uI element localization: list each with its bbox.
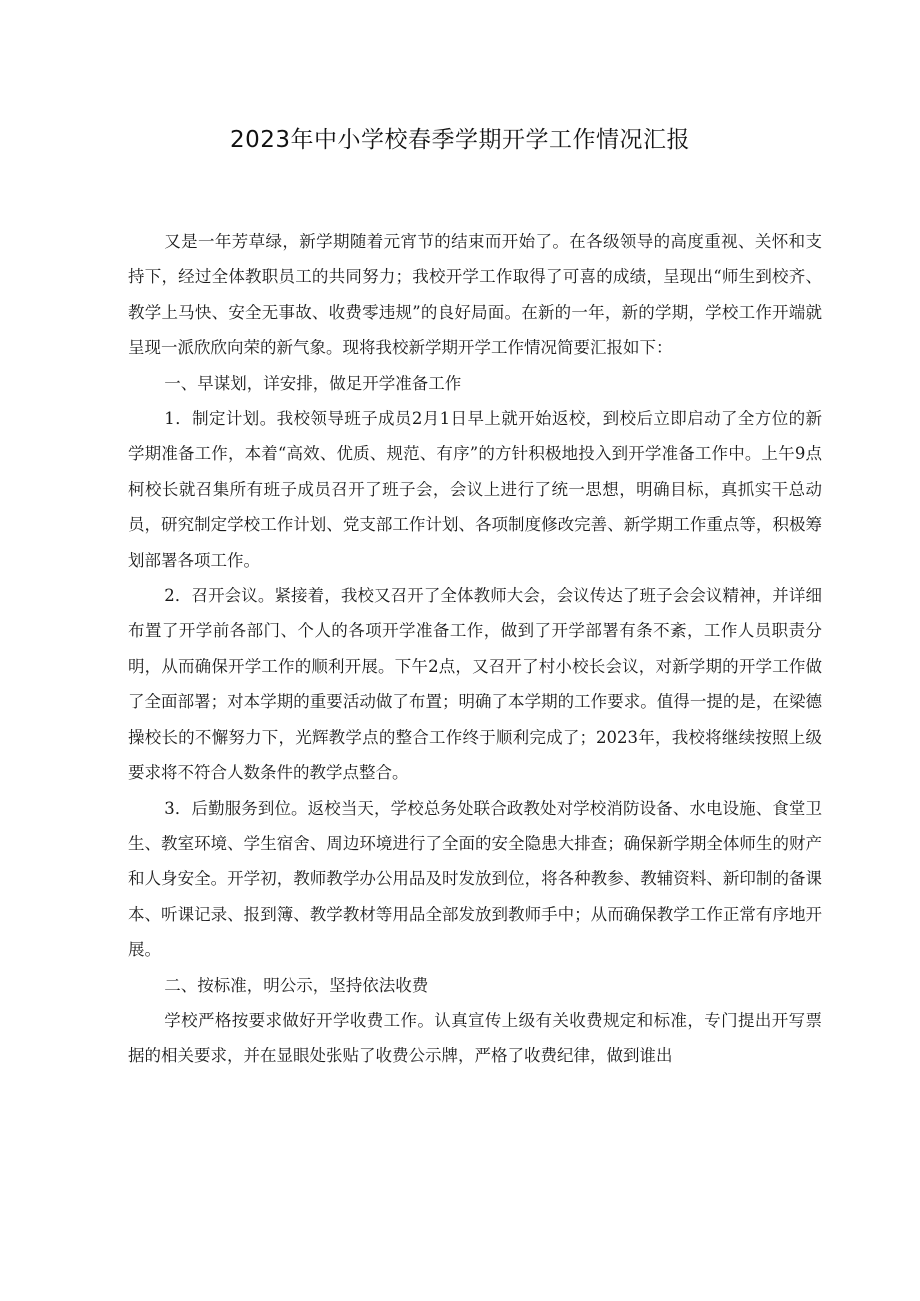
fee-paragraph: 学校严格按要求做好开学收费工作。认真宣传上级有关收费规定和标准，专门提出开写票据的相关要求，并在显眼处张贴了收费公示牌，严格了收费纪律，做到谁出 — [128, 1010, 822, 1066]
item-paragraph-2: 2．召开会议。紧接着，我校又召开了全体教师大会，会议传达了班子会会议精神，并详细布置了开学前各部门、个人的各项开学准备工作，做到了开学部署有条不紊，工作人员职责分明，从而确保开学工作的顺利开展。下午2点，又召开了村小校长会议，对新学期的开学工作做了全面部署；对本学期的重要活动做了布置；明确了本学期的工作要求。值得一提的是，在梁德操校长的不懈努力下，光辉教学点的整合工作终于顺利完成了；2023年，我校将继续按照上级要求将不符合人数条件的教学点整合。 — [128, 586, 822, 783]
item-paragraph-3: 3．后勤服务到位。返校当天，学校总务处联合政教处对学校消防设备、水电设施、食堂卫生、教室环境、学生宿舍、周边环境进行了全面的安全隐患大排查；确保新学期全体师生的财产和人身安全。开学初，教师教学办公用品及时发放到位，将各种教参、教辅资料、新印制的备课本、听课记录、报到簿、教学教材等用品全部发放到教师手中；从而确保教学工作正常有序地开展。 — [128, 798, 822, 960]
document-title: 2023年中小学校春季学期开学工作情况汇报 — [229, 127, 691, 153]
item-paragraph-1: 1．制定计划。我校领导班子成员2月1日早上就开始返校，到校后立即启动了全方位的新学期准备工作，本着“高效、优质、规范、有序”的方针积极地投入到开学准备工作中。上午9点柯校长就召集所有班子成员召开了班子会，会议上进行了统一思想，明确目标，真抓实干总动员，研究制定学校工作计划、党支部工作计划、各项制度修改完善、新学期工作重点等，积极筹划部署各项工作。 — [128, 409, 822, 570]
intro-paragraph: 又是一年芳草绿，新学期随着元宵节的结束而开始了。在各级领导的高度重视、关怀和支持下，经过全体教职员工的共同努力；我校开学工作取得了可喜的成绩，呈现出“师生到校齐、教学上马快、安全无事故、收费零违规”的良好局面。在新的一年，新的学期，学校工作开端就呈现一派欣欣向荣的新气象。现将我校新学期开学工作情况简要汇报如下： — [128, 232, 822, 358]
section-heading-2: 二、按标准，明公示，坚持依法收费 — [164, 975, 429, 995]
document-body — [128, 224, 822, 1074]
section-heading-1: 一、早谋划，详安排，做足开学准备工作 — [164, 373, 462, 393]
